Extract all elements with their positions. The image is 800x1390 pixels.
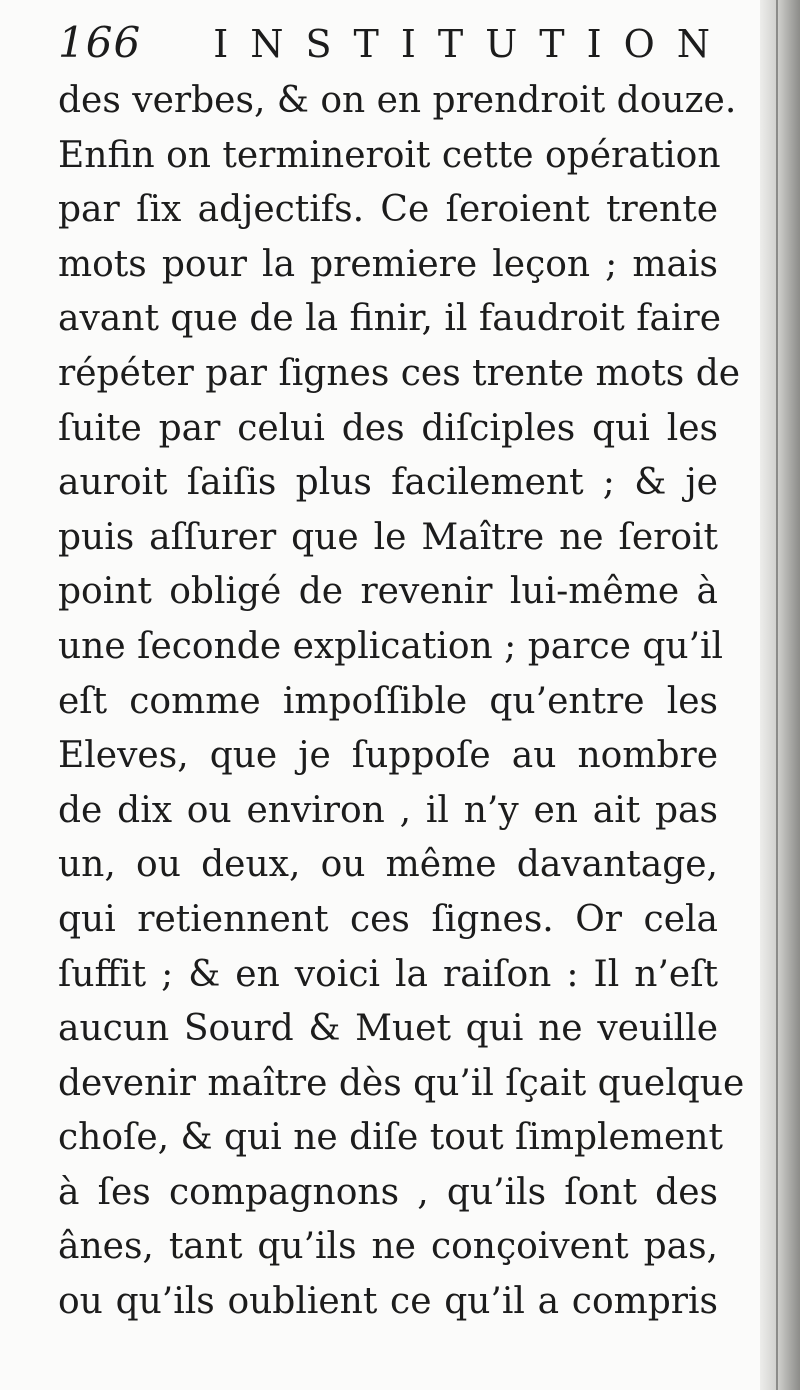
- text-line: répéter par ſignes ces trente mots de: [58, 352, 741, 394]
- text-line: ânes, tant qu’ils ne conçoivent pas,: [58, 1226, 718, 1268]
- text-line: une ſeconde explication ; parce qu’il: [58, 625, 724, 667]
- page-header: [58, 12, 732, 74]
- text-line: mots pour la premiere leçon ; mais: [58, 243, 718, 285]
- text-line: aucun Sourd & Muet qui ne veuille: [58, 1008, 718, 1050]
- page-edge-line: [776, 0, 778, 1390]
- text-line: de dix ou environ , il n’y en ait pas: [58, 789, 718, 831]
- text-line: point obligé de revenir lui-même à: [58, 571, 718, 613]
- page-binding-edge: [760, 0, 800, 1390]
- text-line: qui retiennent ces ſignes. Or cela: [58, 898, 718, 940]
- text-line: devenir maître dès qu’il ſçait quelque: [58, 1062, 745, 1104]
- text-line: eſt comme impoſſible qu’entre les: [58, 680, 718, 722]
- text-line: Enfin on termineroit cette opération: [58, 134, 721, 176]
- text-line: choſe, & qui ne diſe tout ſimplement: [58, 1117, 723, 1159]
- text-line: des verbes, & on en prendroit douze.: [58, 80, 737, 121]
- text-line: un, ou deux, ou même davantage,: [58, 844, 718, 886]
- text-line: auroit ſaiſis plus facilement ; & je: [58, 462, 718, 504]
- page-text-block: [58, 12, 745, 1330]
- text-line: ou qu’ils oublient ce qu’il a compris: [58, 1281, 718, 1323]
- body-text: [58, 74, 745, 1330]
- page-number: 166: [58, 18, 142, 67]
- text-line: Eleves, que je ſuppoſe au nombre: [58, 735, 718, 777]
- text-line: par ſix adjectifs. Ce ſeroient trente: [58, 189, 718, 231]
- running-title: INSTITUTION: [213, 22, 732, 66]
- text-line: à ſes compagnons , qu’ils ſont des: [58, 1171, 718, 1213]
- text-line: ſuffit ; & en voici la raiſon : Il n’eſt: [58, 953, 718, 995]
- text-line: ſuite par celui des diſciples qui les: [58, 407, 718, 449]
- text-line: puis aſſurer que le Maître ne ſeroit: [58, 516, 718, 558]
- text-line: avant que de la finir, il faudroit faire: [58, 298, 722, 340]
